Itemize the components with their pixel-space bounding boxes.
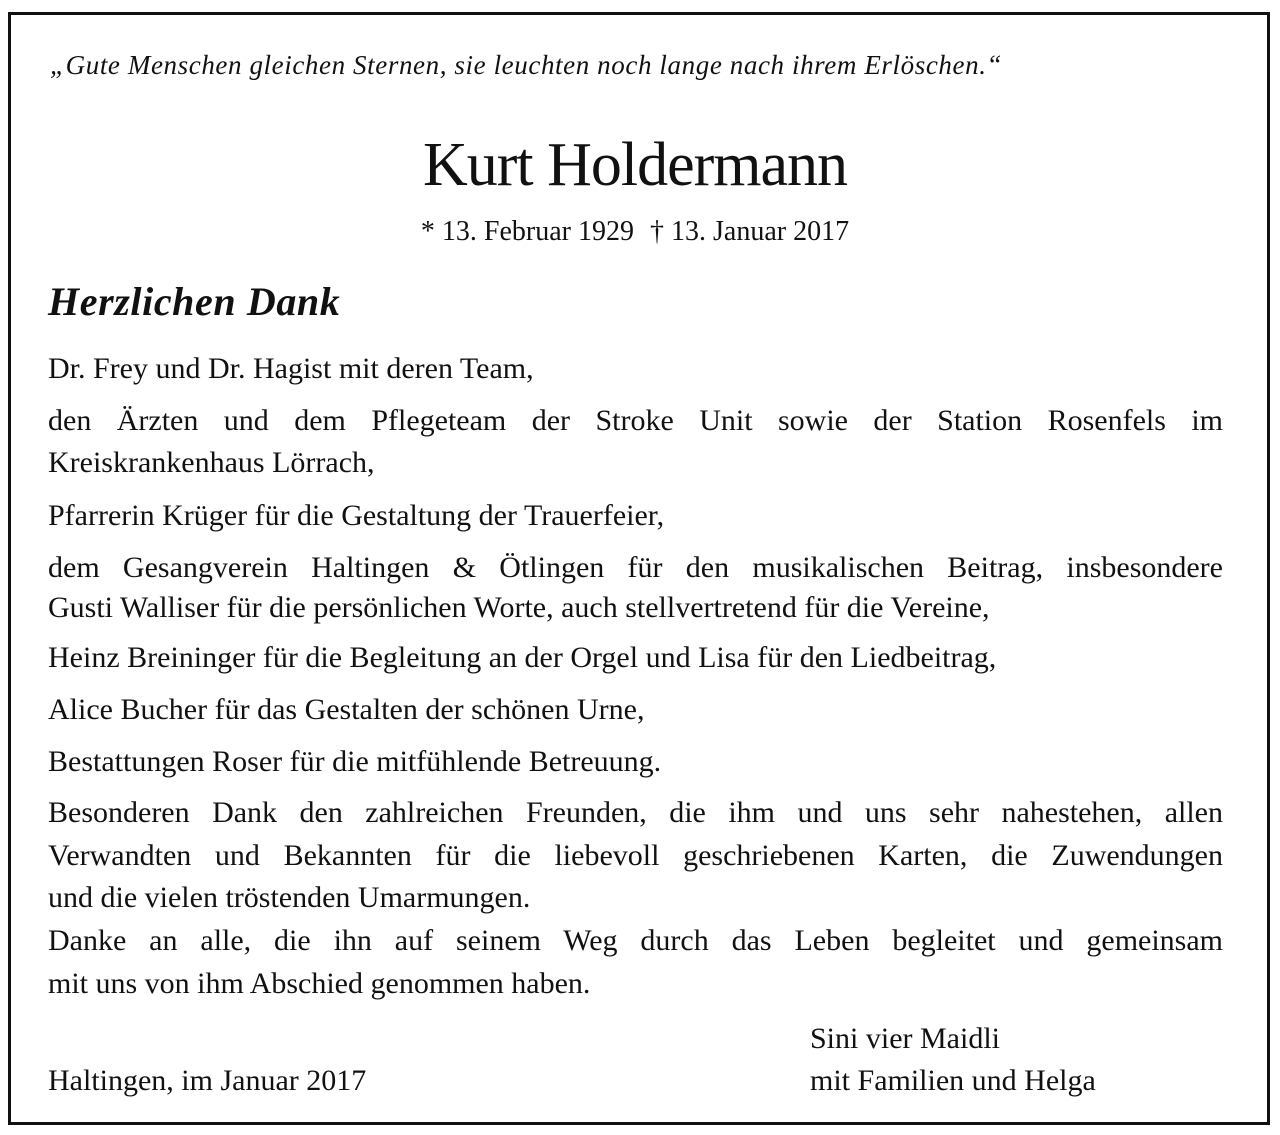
thanks-line: dem Gesangverein Haltingen & Ötlingen für den musikalischen Beitrag, insbesondere (48, 551, 1223, 584)
thanks-line: Gusti Walliser für die persönlichen Worte, auch stellvertretend für die Vereine, (48, 591, 990, 624)
thanks-line: Dr. Frey und Dr. Hagist mit deren Team, (48, 352, 534, 385)
thanks-line: Heinz Breininger für die Begleitung an der Orgel und Lisa für den Liedbeitrag, (48, 641, 997, 674)
thanks-line: Bestattungen Roser für die mitfühlende Betreuung. (48, 745, 662, 778)
thanks-line: Verwandten und Bekannten für die liebevoll geschriebenen Karten, die Zuwendungen (48, 839, 1223, 872)
thanks-line: Kreiskrankenhaus Lörrach, (48, 446, 375, 479)
thanks-line: Alice Bucher für das Gestalten der schönen Urne, (48, 693, 645, 726)
signature-line-1: Sini vier Maidli (810, 1022, 1000, 1055)
death-date: † 13. Januar 2017 (650, 216, 850, 247)
memorial-quote: „Gute Menschen gleichen Sternen, sie leuchten noch lange nach ihrem Erlöschen.“ (50, 50, 1003, 80)
signature-line-2: mit Familien und Helga (810, 1064, 1096, 1097)
birth-date: * 13. Februar 1929 (420, 216, 634, 247)
thanks-line: und die vielen tröstenden Umarmungen. (48, 881, 531, 914)
thanks-line: Besonderen Dank den zahlreichen Freunden, die ihm und uns sehr nahestehen, allen (48, 796, 1223, 829)
thanks-line: Danke an alle, die ihn auf seinem Weg durch das Leben begleitet und gemeinsam (48, 924, 1223, 957)
place-date: Haltingen, im Januar 2017 (48, 1064, 367, 1097)
thanks-line: Pfarrerin Krüger für die Gestaltung der Trauerfeier, (48, 499, 665, 532)
thanks-line: den Ärzten und dem Pflegeteam der Stroke Unit sowie der Station Rosenfels im (48, 404, 1223, 437)
deceased-name: Kurt Holdermann (422, 131, 848, 199)
thanks-heading: Herzlichen Dank (48, 279, 341, 324)
life-dates (0, 216, 1270, 248)
thanks-line: mit uns von ihm Abschied genommen haben. (48, 967, 591, 1000)
